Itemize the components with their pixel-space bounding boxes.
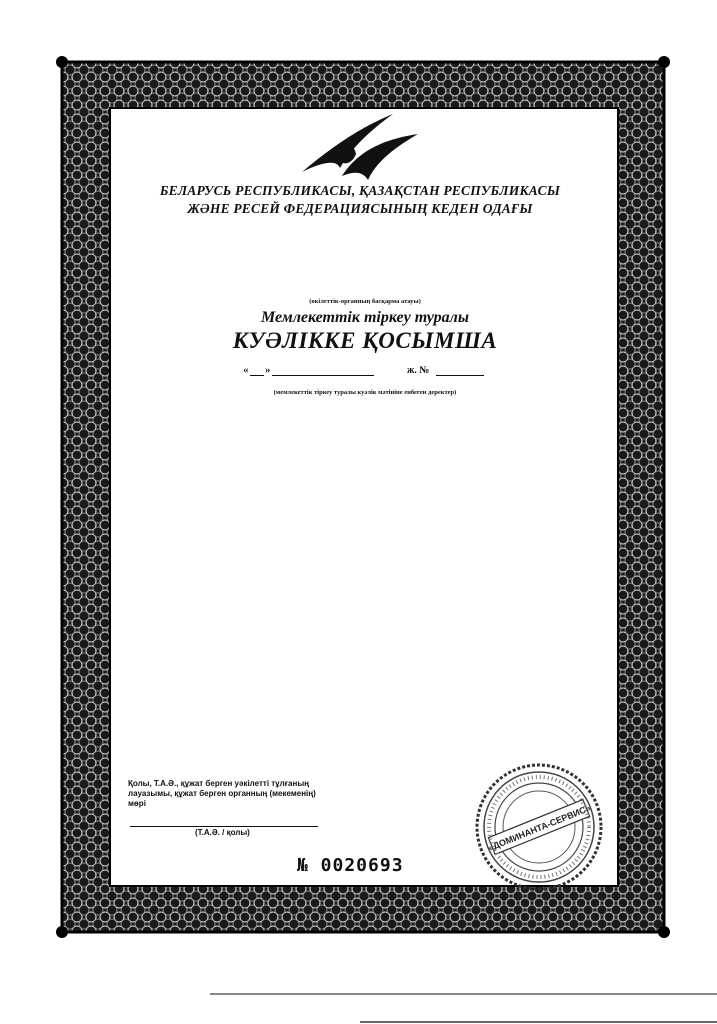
union-header-line-2: ЖӘНЕ РЕСЕЙ ФЕДЕРАЦИЯСЫНЫҢ КЕДЕН ОДАҒЫ: [187, 201, 533, 216]
registration-number-line[interactable]: [436, 375, 484, 376]
round-seal-stamp: [470, 758, 608, 896]
form-serial-number: № 0020693: [297, 855, 404, 876]
document-subtitle: Мемлекеттік тіркеу туралы: [261, 309, 469, 326]
authority-caption: (өкілеттік-органның басқарма атауы): [309, 298, 421, 305]
date-day-line[interactable]: [250, 375, 264, 376]
svg-text:«ДОМИНАНТА-СЕРВИС»: «ДОМИНАНТА-СЕРВИС»: [486, 802, 592, 854]
signature-label-line-1: Қолы, Т.А.Ә., құжат берген уәкілетті тұлғаның: [128, 779, 309, 788]
signature-label: [128, 779, 328, 809]
union-emblem-logo: [298, 110, 423, 190]
date-caption: (мемлекеттік тіркеу туралы куәлік мәтініне енбеген деректер): [273, 389, 457, 396]
signature-line-caption: (Т.А.Ә. / қолы): [195, 828, 250, 837]
signature-label-line-2: лауазымы, құжат берген органның (мекеменің): [128, 789, 316, 798]
date-month-line[interactable]: [272, 375, 374, 376]
union-header-line-1: БЕЛАРУСЬ РЕСПУБЛИКАСЫ, ҚАЗАҚСТАН РЕСПУБЛИКАСЫ: [159, 183, 561, 198]
document-title: КУӘЛІККЕ ҚОСЫМША: [232, 328, 498, 353]
date-open-quote: «: [243, 364, 249, 376]
signature-label-line-3: мөрі: [128, 799, 146, 808]
signature-line[interactable]: [130, 826, 318, 827]
date-close-quote: »: [265, 364, 271, 376]
year-number-marker: ж. №: [407, 365, 430, 376]
